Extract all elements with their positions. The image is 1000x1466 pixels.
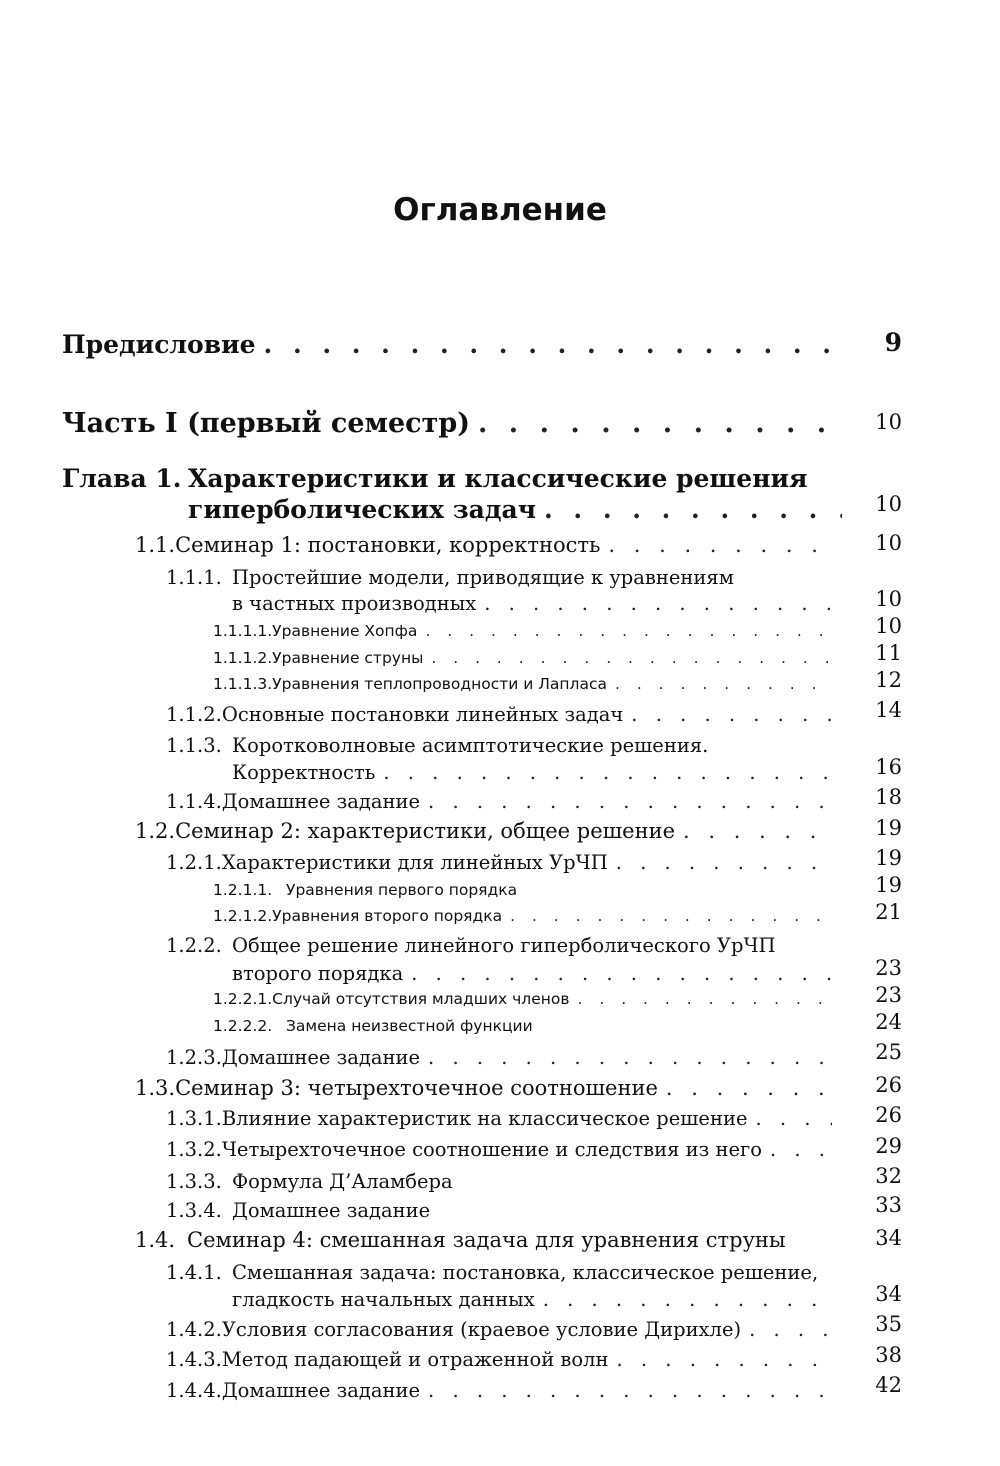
toc-entry-title: Случай отсутствия младших членов	[272, 990, 570, 1008]
toc-entry[interactable]	[166, 1261, 836, 1284]
toc-leader	[578, 990, 833, 1008]
toc-leader	[264, 330, 842, 359]
toc-entry-title: Метод падающей и отраженной волн	[221, 1348, 609, 1371]
toc-leader	[615, 675, 832, 693]
toc-leader	[425, 622, 832, 640]
toc-entry[interactable]	[166, 566, 836, 589]
toc-entry-title: Общее решение линейного гиперболического УрЧП	[232, 934, 776, 957]
toc-entry[interactable]	[62, 330, 846, 359]
toc-page-number: 16	[875, 755, 902, 779]
toc-page-number: 10	[875, 410, 902, 434]
toc-page-number: 11	[875, 641, 902, 665]
toc-entry-title: Замена неизвестной функции	[286, 1017, 533, 1035]
toc-page-number: 25	[875, 1040, 902, 1064]
toc-entry-title: Простейшие модели, приводящие к уравнениям	[232, 566, 734, 589]
toc-leader	[428, 1046, 832, 1069]
toc-entry-number: Глава 1.	[62, 464, 182, 493]
toc-entry-number: 1.2.1.1.	[213, 881, 273, 899]
toc-entry-title: гладкость начальных данных	[232, 1288, 535, 1311]
toc-entry[interactable]	[166, 1138, 836, 1161]
toc-leader	[411, 962, 832, 985]
toc-page-number: 14	[875, 698, 902, 722]
toc-entry-number: 1.1.3.	[166, 734, 222, 757]
toc-entry[interactable]	[166, 1170, 836, 1193]
toc-entry-number: 1.3.3.	[166, 1170, 222, 1193]
toc-page-number: 26	[875, 1073, 902, 1097]
toc-entry-continuation[interactable]	[232, 962, 836, 985]
toc-entry-number: 1.2.1.	[166, 851, 222, 874]
toc-entry-number: 1.1.	[135, 533, 176, 557]
toc-leader	[756, 1107, 833, 1130]
toc-entry-title: Уравнения второго порядка	[272, 907, 503, 925]
toc-entry-title: Уравнения теплопроводности и Лапласа	[272, 675, 607, 693]
toc-entry-title: Семинар 3: четырехточечное соотношение	[175, 1076, 658, 1100]
toc-entry-title: Домашнее задание	[221, 1379, 421, 1402]
toc-entry-title: Уравнение Хопфа	[272, 622, 418, 640]
toc-leader	[428, 790, 832, 813]
toc-entry-number: 1.4.3.	[166, 1348, 222, 1371]
toc-page-number: 26	[875, 1103, 902, 1127]
toc-leader	[478, 408, 842, 439]
toc-entry-title: второго порядка	[232, 962, 404, 985]
toc-entry[interactable]	[166, 1107, 836, 1130]
toc-entry-continuation[interactable]	[232, 1288, 836, 1311]
page-title: Оглавление	[393, 192, 607, 228]
toc-entry[interactable]	[213, 907, 836, 925]
toc-entry[interactable]	[62, 408, 846, 439]
toc-leader	[617, 1348, 832, 1371]
toc-entry-title: Семинар 4: смешанная задача для уравнения струны	[187, 1228, 786, 1252]
toc-leader	[543, 1288, 832, 1311]
toc-entry-title: Условия согласования (краевое условие Дирихле)	[221, 1318, 742, 1341]
toc-leader	[383, 761, 832, 784]
toc-page-number: 10	[875, 614, 902, 638]
toc-entry-title: Домашнее задание	[221, 1046, 421, 1069]
toc-entry-title: Формула Д’Аламбера	[232, 1170, 453, 1193]
toc-entry-title: Семинар 1: постановки, корректность	[175, 533, 601, 557]
toc-entry[interactable]	[213, 675, 836, 693]
toc-entry-number: 1.1.2.	[166, 703, 222, 726]
toc-leader	[683, 819, 831, 843]
toc-entry-number: 1.1.4.	[166, 790, 222, 813]
toc-entry-title: гиперболических задач	[188, 495, 537, 524]
toc-entry[interactable]	[166, 790, 836, 813]
toc-leader	[510, 907, 832, 925]
toc-entry[interactable]	[166, 1379, 836, 1402]
toc-page-number: 19	[875, 846, 902, 870]
toc-page-number: 23	[875, 983, 902, 1007]
toc-leader	[484, 592, 832, 615]
toc-entry-continuation[interactable]	[188, 495, 846, 524]
toc-entry-continuation[interactable]	[232, 592, 836, 615]
toc-page-number: 10	[875, 531, 902, 555]
toc-leader	[428, 1379, 832, 1402]
toc-entry-number: 1.3.1.	[166, 1107, 222, 1130]
toc-entry[interactable]	[166, 734, 836, 757]
toc-page-number: 21	[875, 900, 902, 924]
toc-page-number: 32	[875, 1164, 902, 1188]
toc-leader	[749, 1318, 832, 1341]
toc-entry[interactable]	[166, 703, 836, 726]
toc-entry[interactable]	[135, 533, 835, 557]
toc-entry[interactable]	[135, 819, 835, 843]
toc-entry-number: 1.2.2.2.	[213, 1017, 273, 1035]
toc-page-number: 10	[875, 587, 902, 611]
toc-page-number: 24	[875, 1010, 902, 1034]
toc-entry[interactable]	[135, 1076, 835, 1100]
toc-entry-number: 1.2.2.1.	[213, 990, 273, 1008]
toc-entry-title: Семинар 2: характеристики, общее решение	[175, 819, 676, 843]
toc-page-number: 29	[875, 1134, 902, 1158]
toc-entry[interactable]	[166, 1348, 836, 1371]
toc-entry-number: 1.1.1.2.	[213, 649, 273, 667]
toc-leader	[666, 1076, 831, 1100]
toc-page-number: 34	[875, 1226, 902, 1250]
toc-page-number: 9	[884, 328, 902, 357]
toc-entry[interactable]	[213, 1017, 836, 1035]
toc-entry-number: 1.4.1.	[166, 1261, 222, 1284]
toc-entry-title: Влияние характеристик на классическое решение	[221, 1107, 748, 1130]
toc-leader	[616, 851, 832, 874]
toc-leader	[608, 533, 831, 557]
toc-entry-number: 1.2.	[135, 819, 176, 843]
toc-entry-number: 1.1.1.3.	[213, 675, 273, 693]
toc-page-number: 33	[875, 1193, 902, 1217]
toc-page-number: 38	[875, 1343, 902, 1367]
toc-entry[interactable]	[213, 649, 836, 667]
toc-entry[interactable]	[166, 934, 836, 957]
toc-page-number: 42	[875, 1373, 902, 1397]
toc-entry-title: Уравнение струны	[272, 649, 424, 667]
toc-entry-number: 1.1.1.	[166, 566, 222, 589]
toc-entry[interactable]	[213, 990, 836, 1008]
toc-page-number: 19	[875, 816, 902, 840]
toc-entry-number: 1.1.1.1.	[213, 622, 273, 640]
toc-entry-number: 1.3.4.	[166, 1199, 222, 1222]
toc-entry-title: Часть I (первый семестр)	[62, 408, 470, 439]
toc-entry-title: Предисловие	[62, 330, 256, 359]
toc-entry-number: 1.2.1.2.	[213, 907, 273, 925]
toc-page-number: 19	[875, 873, 902, 897]
toc-entry-title: Корректность	[232, 761, 376, 784]
toc-entry-number: 1.4.2.	[166, 1318, 222, 1341]
toc-entry-number: 1.2.2.	[166, 934, 222, 957]
toc-entry-title: Основные постановки линейных задач	[221, 703, 624, 726]
toc-entry-title: в частных производных	[232, 592, 477, 615]
toc-page-number: 23	[875, 956, 902, 980]
toc-entry-title: Домашнее задание	[232, 1199, 431, 1222]
toc-leader	[544, 495, 842, 524]
toc-entry[interactable]	[166, 851, 836, 874]
toc-page-number: 18	[875, 785, 902, 809]
toc-entry-title: Характеристики и классические решения	[188, 464, 808, 493]
toc-leader	[770, 1138, 832, 1161]
toc-entry[interactable]	[213, 881, 836, 899]
toc-page-number: 34	[875, 1282, 902, 1306]
toc-entry-number: 1.2.3.	[166, 1046, 222, 1069]
toc-entry[interactable]	[166, 1046, 836, 1069]
toc-entry[interactable]	[166, 1318, 836, 1341]
toc-entry[interactable]	[213, 622, 836, 640]
toc-entry[interactable]	[62, 464, 846, 493]
toc-entry-title: Смешанная задача: постановка, классическое решение,	[232, 1261, 819, 1284]
toc-leader	[631, 703, 832, 726]
toc-entry-title: Коротковолновые асимптотические решения.	[232, 734, 709, 757]
toc-page-number: 35	[875, 1312, 902, 1336]
toc-entry[interactable]	[166, 1199, 836, 1222]
toc-entry-number: 1.3.	[135, 1076, 176, 1100]
toc-entry-continuation[interactable]	[232, 761, 836, 784]
toc-entry-title: Уравнения первого порядка	[286, 881, 518, 899]
toc-entry-title: Домашнее задание	[221, 790, 421, 813]
toc-entry-title: Характеристики для линейных УрЧП	[221, 851, 608, 874]
toc-entry-title: Четырехточечное соотношение и следствия из него	[221, 1138, 762, 1161]
toc-entry-number: 1.4.4.	[166, 1379, 222, 1402]
toc-entry-number: 1.3.2.	[166, 1138, 222, 1161]
toc-entry[interactable]	[135, 1228, 835, 1252]
toc-page-number: 12	[875, 668, 902, 692]
toc-page-number: 10	[875, 492, 902, 516]
toc-leader	[431, 649, 832, 667]
toc-entry-number: 1.4.	[135, 1228, 176, 1252]
